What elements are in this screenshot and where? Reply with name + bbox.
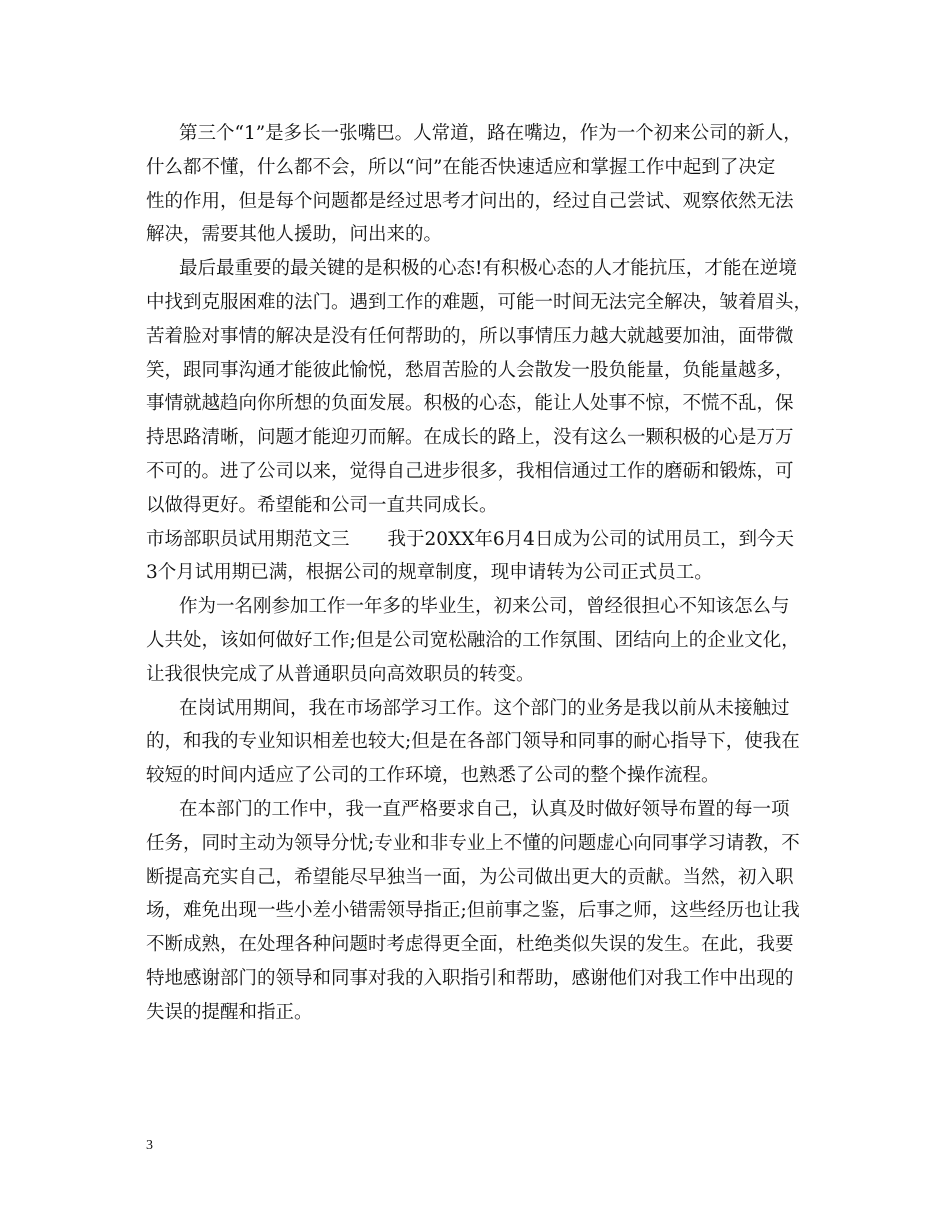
text-line: 断提高充实自己，希望能尽早独当一面，为公司做出更大的贡献。当然，初入职 <box>146 866 794 888</box>
text-line: 解决，需要其他人援助，问出来的。 <box>146 224 443 246</box>
text-line: 在本部门的工作中，我一直严格要求自己，认真及时做好领导布置的每一项 <box>179 798 790 820</box>
text-line: 什么都不懂，什么都不会，所以“问”在能否快速适应和掌握工作中起到了决定 <box>146 156 776 178</box>
text-line: 3个月试用期已满，根据公司的规章制度，现申请转为公司正式员工。 <box>146 562 713 584</box>
section-title: 市场部职员试用期范文三 <box>146 528 350 550</box>
text-line: 场，难免出现一些小差小错需领导指正;但前事之鉴，后事之师，这些经历也让我 <box>146 900 800 922</box>
text-line: 第三个“1”是多长一张嘴巴。人常道，路在嘴边，作为一个初来公司的新人， <box>179 123 802 144</box>
text-line: 性的作用，但是每个问题都是经过思考才问出的，经过自己尝试、观察依然无法 <box>146 190 794 212</box>
text-line: 事情就越趋向你所想的负面发展。积极的心态，能让人处事不惊，不慌不乱，保 <box>146 393 794 415</box>
text-line: 在岗试用期间，我在市场部学习工作。这个部门的业务是我以前从未接触过 <box>179 697 790 719</box>
page-number: 3 <box>146 1138 153 1153</box>
text-line: 苦着脸对事情的解决是没有任何帮助的，所以事情压力越大就越要加油，面带微 <box>146 325 794 347</box>
text-line: 特地感谢部门的领导和同事对我的入职指引和帮助，感谢他们对我工作中出现的 <box>146 967 794 989</box>
text-line: 笑，跟同事沟通才能彼此愉悦，愁眉苦脸的人会散发一股负能量，负能量越多， <box>146 359 794 381</box>
text-line: 持思路清晰，问题才能迎刃而解。在成长的路上，没有这么一颗积极的心是万万 <box>146 427 794 449</box>
text-line: 任务，同时主动为领导分忧;专业和非专业上不懂的问题虚心向同事学习请教，不 <box>146 832 800 854</box>
text-line: 较短的时间内适应了公司的工作环境，也熟悉了公司的整个操作流程。 <box>146 765 720 787</box>
text-line: 让我很快完成了从普通职员向高效职员的转变。 <box>146 663 535 685</box>
text-line: 不可的。进了公司以来，觉得自己进步很多，我相信通过工作的磨砺和锻炼，可 <box>146 460 794 482</box>
text-line: 人共处，该如何做好工作;但是公司宽松融洽的工作氛围、团结向上的企业文化， <box>146 629 800 651</box>
document-body <box>146 117 814 1030</box>
text-line: 以做得更好。希望能和公司一直共同成长。 <box>146 494 498 516</box>
text-line: 失误的提醒和指正。 <box>146 1001 313 1023</box>
text-line: 中找到克服困难的法门。遇到工作的难题，可能一时间无法完全解决，皱着眉头， <box>146 291 813 313</box>
section-opening-text: 我于20XX年6月4日成为公司的试用员工，到今天 <box>387 528 794 550</box>
text-line: 最后最重要的最关键的是积极的心态!有积极心态的人才能抗压，才能在逆境 <box>179 258 797 280</box>
text-line: 的，和我的专业知识相差也较大;但是在各部门领导和同事的耐心指导下，使我在 <box>146 731 800 753</box>
text-line: 不断成熟，在处理各种问题时考虑得更全面，杜绝类似失误的发生。在此，我要 <box>146 934 794 956</box>
text-line: 作为一名刚参加工作一年多的毕业生，初来公司，曾经很担心不知该怎么与 <box>179 596 790 618</box>
section-title-line <box>146 523 814 557</box>
